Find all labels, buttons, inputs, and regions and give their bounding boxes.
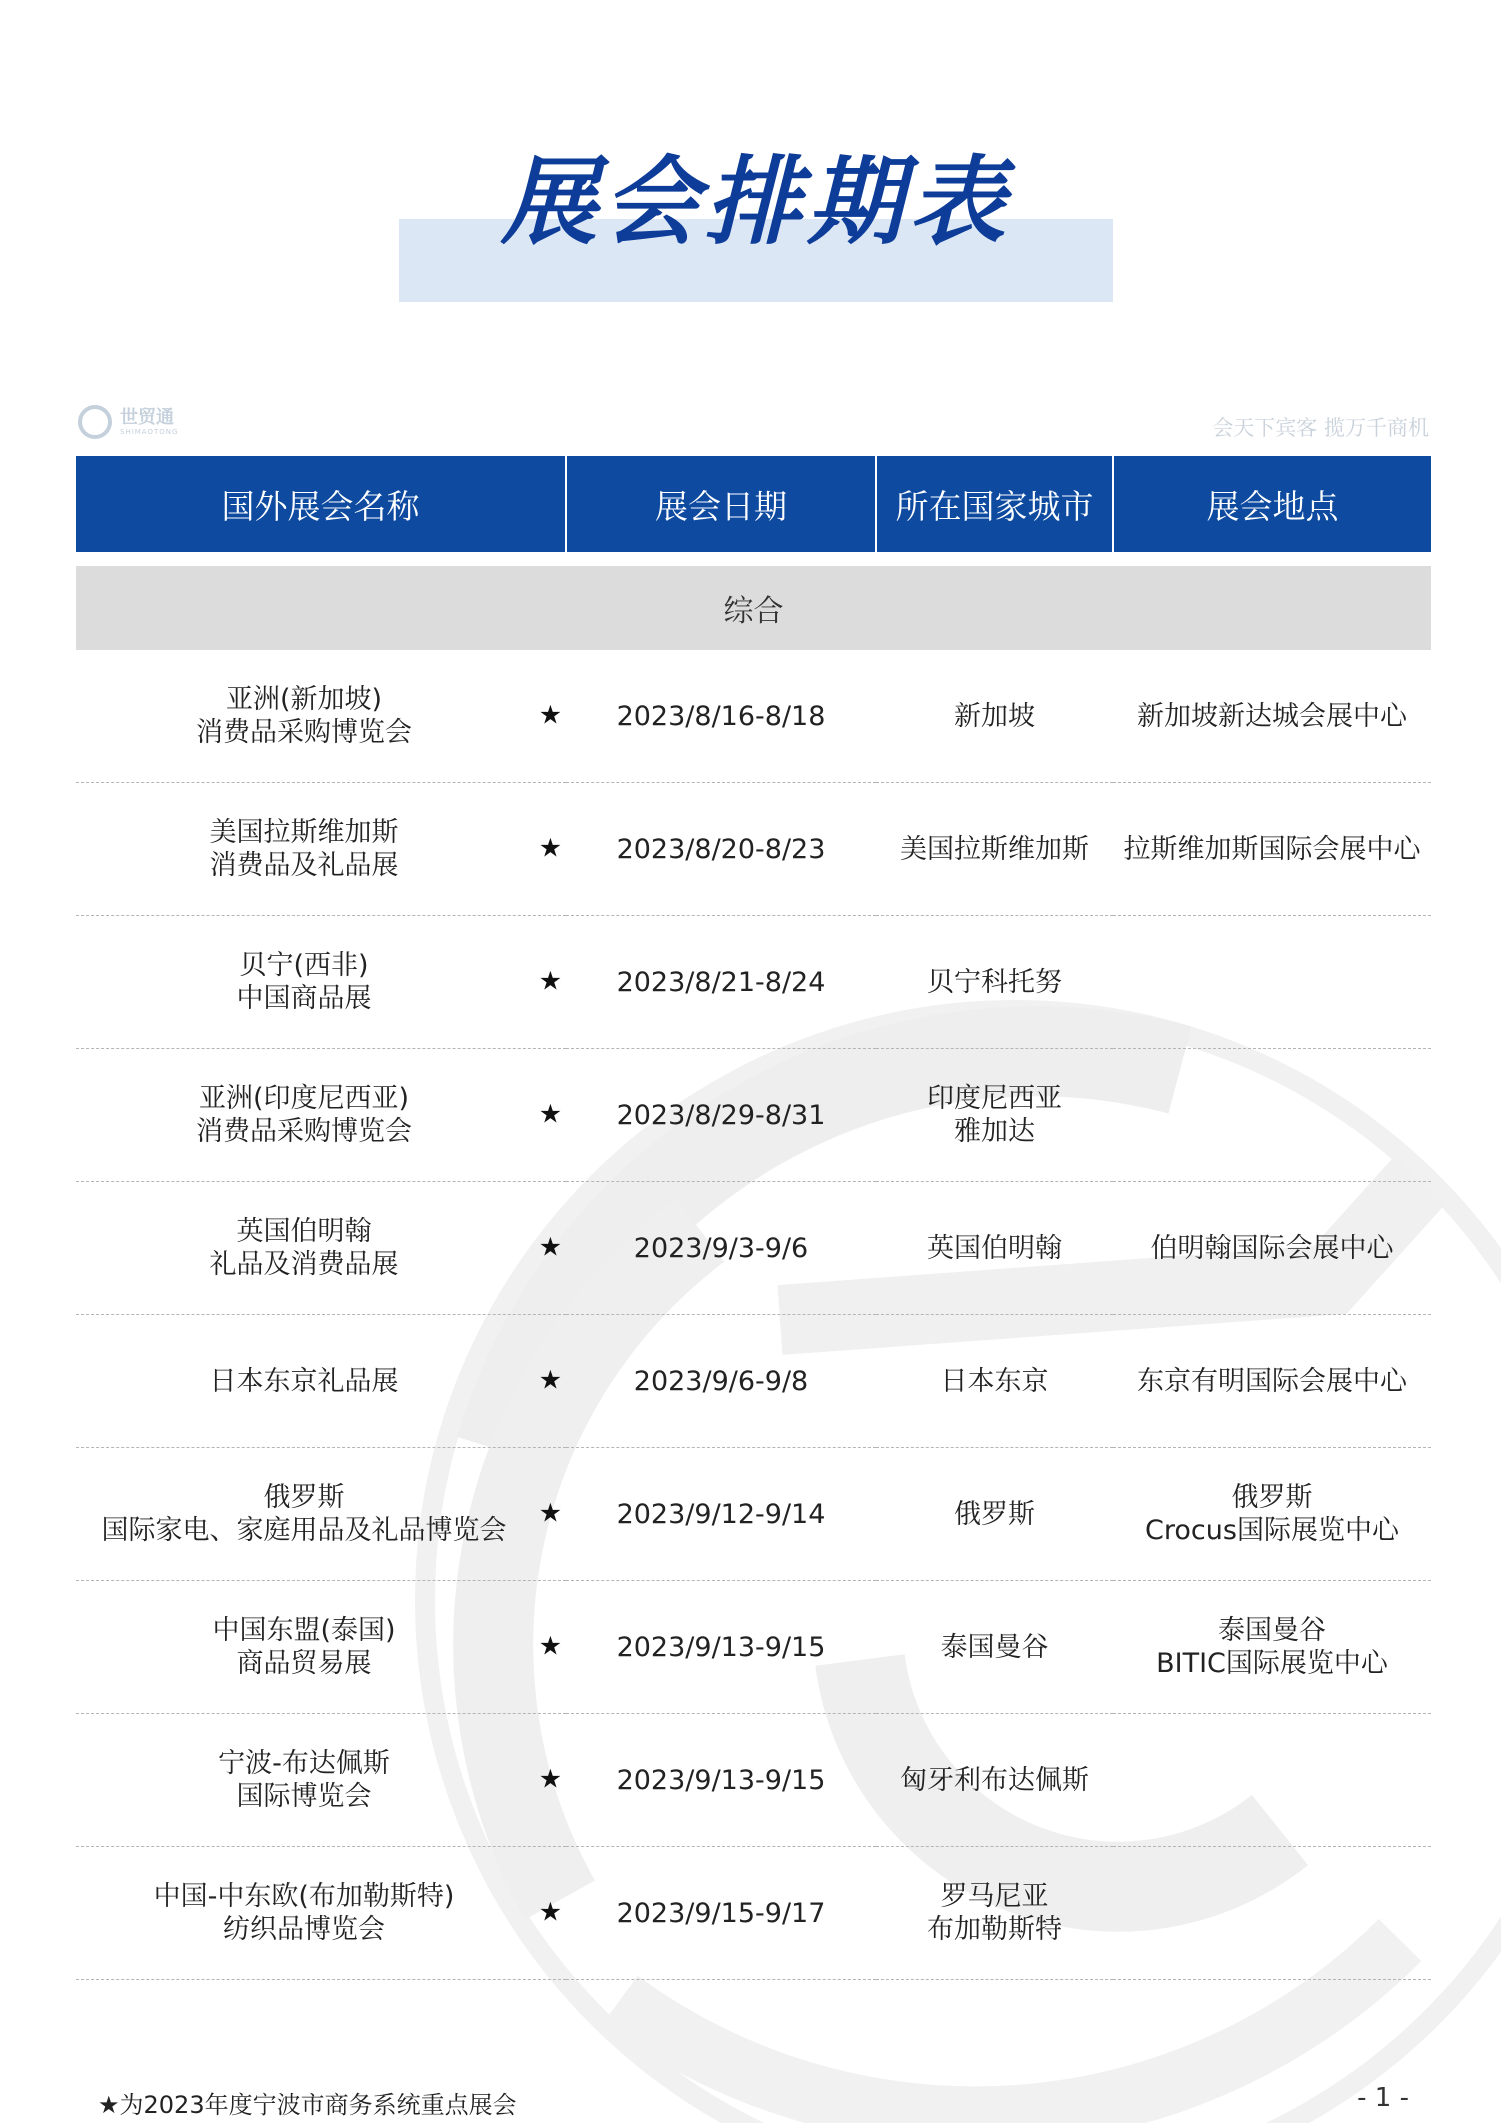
exhibition-name: 亚洲(新加坡) 消费品采购博览会 bbox=[196, 684, 412, 748]
key-exhibition-star-icon: ★ bbox=[538, 1365, 562, 1396]
exhibition-name: 亚洲(印度尼西亚) 消费品采购博览会 bbox=[196, 1083, 412, 1147]
exhibition-name: 美国拉斯维加斯 消费品及礼品展 bbox=[209, 817, 399, 881]
exhibition-city: 英国伯明翰 bbox=[876, 1182, 1113, 1315]
exhibition-name: 中国-中东欧(布加勒斯特) 纺织品博览会 bbox=[153, 1881, 455, 1945]
exhibition-city: 俄罗斯 bbox=[876, 1448, 1113, 1581]
section-label: 综合 bbox=[76, 559, 1431, 650]
table-row bbox=[76, 1714, 1431, 1847]
exhibition-city: 新加坡 bbox=[876, 650, 1113, 783]
exhibition-venue: 拉斯维加斯国际会展中心 bbox=[1113, 783, 1431, 916]
exhibition-name-cell bbox=[76, 1182, 566, 1315]
exhibition-venue bbox=[1113, 916, 1431, 1049]
footnote: ★为2023年度宁波市商务系统重点展会 bbox=[98, 2091, 517, 2119]
exhibition-date: 2023/9/3-9/6 bbox=[566, 1182, 876, 1315]
exhibition-date: 2023/8/16-8/18 bbox=[566, 650, 876, 783]
exhibition-venue bbox=[1113, 1847, 1431, 1980]
key-exhibition-star-icon: ★ bbox=[538, 1099, 562, 1130]
table-row bbox=[76, 916, 1431, 1049]
exhibition-name-cell bbox=[76, 916, 566, 1049]
key-exhibition-star-icon: ★ bbox=[538, 1232, 562, 1263]
exhibition-name: 俄罗斯 国际家电、家庭用品及礼品博览会 bbox=[101, 1482, 507, 1546]
table-row bbox=[76, 650, 1431, 783]
slogan: 会天下宾客 揽万千商机 bbox=[1212, 416, 1429, 440]
table-row bbox=[76, 1448, 1431, 1581]
exhibition-schedule-table bbox=[76, 456, 1431, 1980]
logo-subtitle: SHIMAOTONG bbox=[120, 427, 179, 436]
header-city: 所在国家城市 bbox=[876, 456, 1113, 559]
table-row bbox=[76, 1182, 1431, 1315]
exhibition-name-cell bbox=[76, 650, 566, 783]
header-exhibition-name: 国外展会名称 bbox=[76, 456, 566, 559]
table-row bbox=[76, 1049, 1431, 1182]
exhibition-city: 美国拉斯维加斯 bbox=[876, 783, 1113, 916]
exhibition-venue bbox=[1113, 1714, 1431, 1847]
brand-logo bbox=[78, 405, 178, 439]
exhibition-venue: 东京有明国际会展中心 bbox=[1113, 1315, 1431, 1448]
table-row bbox=[76, 783, 1431, 916]
exhibition-city: 匈牙利布达佩斯 bbox=[876, 1714, 1113, 1847]
exhibition-name-cell bbox=[76, 1847, 566, 1980]
exhibition-date: 2023/9/6-9/8 bbox=[566, 1315, 876, 1448]
key-exhibition-star-icon: ★ bbox=[538, 1764, 562, 1795]
page-number: - 1 - bbox=[1357, 2083, 1409, 2113]
exhibition-venue: 俄罗斯 Crocus国际展览中心 bbox=[1113, 1448, 1431, 1581]
key-exhibition-star-icon: ★ bbox=[538, 833, 562, 864]
exhibition-venue: 泰国曼谷 BITIC国际展览中心 bbox=[1113, 1581, 1431, 1714]
exhibition-name: 英国伯明翰 礼品及消费品展 bbox=[209, 1216, 399, 1280]
exhibition-date: 2023/9/13-9/15 bbox=[566, 1714, 876, 1847]
table-row bbox=[76, 1581, 1431, 1714]
exhibition-date: 2023/9/15-9/17 bbox=[566, 1847, 876, 1980]
exhibition-date: 2023/9/13-9/15 bbox=[566, 1581, 876, 1714]
header-date: 展会日期 bbox=[566, 456, 876, 559]
exhibition-name: 宁波-布达佩斯 国际博览会 bbox=[218, 1748, 390, 1812]
exhibition-name: 中国东盟(泰国) 商品贸易展 bbox=[212, 1615, 396, 1679]
exhibition-name-cell bbox=[76, 1315, 566, 1448]
exhibition-city: 贝宁科托努 bbox=[876, 916, 1113, 1049]
exhibition-date: 2023/8/20-8/23 bbox=[566, 783, 876, 916]
exhibition-name-cell bbox=[76, 1581, 566, 1714]
table-row bbox=[76, 1315, 1431, 1448]
exhibition-name-cell bbox=[76, 783, 566, 916]
exhibition-venue: 新加坡新达城会展中心 bbox=[1113, 650, 1431, 783]
header-venue: 展会地点 bbox=[1113, 456, 1431, 559]
exhibition-city: 日本东京 bbox=[876, 1315, 1113, 1448]
exhibition-date: 2023/9/12-9/14 bbox=[566, 1448, 876, 1581]
key-exhibition-star-icon: ★ bbox=[538, 1498, 562, 1529]
exhibition-name-cell bbox=[76, 1714, 566, 1847]
exhibition-city: 罗马尼亚 布加勒斯特 bbox=[876, 1847, 1113, 1980]
exhibition-city: 印度尼西亚 雅加达 bbox=[876, 1049, 1113, 1182]
section-row bbox=[76, 559, 1431, 650]
key-exhibition-star-icon: ★ bbox=[538, 1631, 562, 1662]
exhibition-date: 2023/8/29-8/31 bbox=[566, 1049, 876, 1182]
table-header-row bbox=[76, 456, 1431, 559]
exhibition-name-cell bbox=[76, 1049, 566, 1182]
key-exhibition-star-icon: ★ bbox=[538, 1897, 562, 1928]
exhibition-date: 2023/8/21-8/24 bbox=[566, 916, 876, 1049]
exhibition-venue bbox=[1113, 1049, 1431, 1182]
exhibition-venue: 伯明翰国际会展中心 bbox=[1113, 1182, 1431, 1315]
key-exhibition-star-icon: ★ bbox=[538, 966, 562, 997]
page-title: 展会排期表 bbox=[501, 146, 1011, 258]
logo-name: 世贸通 bbox=[120, 406, 174, 428]
exhibition-name: 日本东京礼品展 bbox=[209, 1365, 399, 1397]
exhibition-name: 贝宁(西非) 中国商品展 bbox=[236, 950, 372, 1014]
key-exhibition-star-icon: ★ bbox=[538, 700, 562, 731]
table-row bbox=[76, 1847, 1431, 1980]
logo-icon bbox=[78, 405, 112, 439]
exhibition-city: 泰国曼谷 bbox=[876, 1581, 1113, 1714]
exhibition-name-cell bbox=[76, 1448, 566, 1581]
